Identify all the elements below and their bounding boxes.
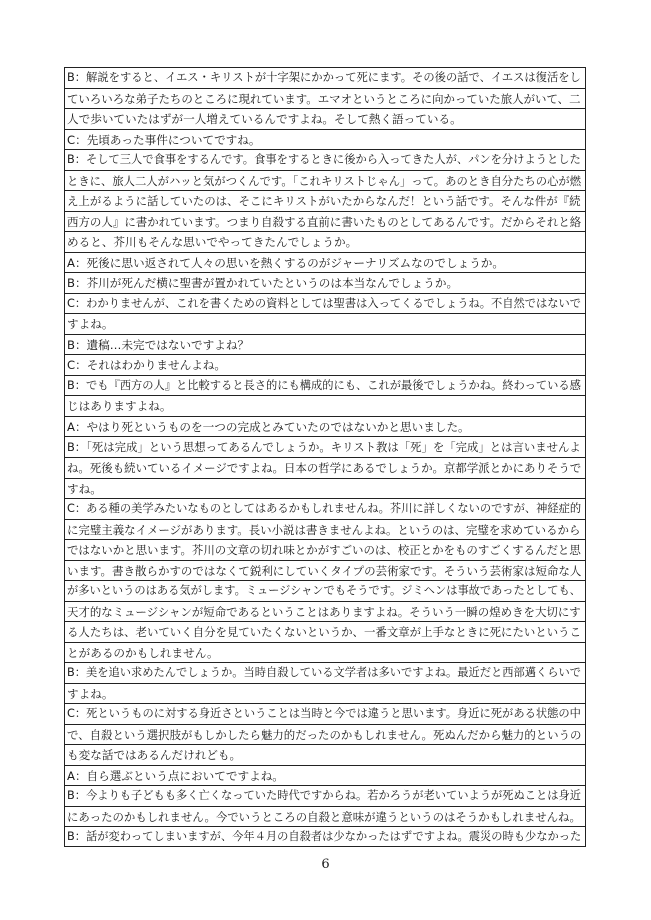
transcript-line: B：そして三人で食事をするんです。食事をするときに後から入ってきた人が、パンを分けようとした bbox=[65, 150, 585, 171]
transcript-line: A：自ら選ぶという点においてですよね。 bbox=[65, 766, 585, 787]
transcript-line: C：ある種の美学みたいなものとしてはあるかもしれませんね。芥川に詳しくないのですが、神経症的 bbox=[65, 499, 585, 520]
transcript-line: B：話が変わってしまいますが、今年４月の自殺者は少なかったはずですよね。震災の時も少なかった bbox=[67, 830, 582, 844]
transcript-line: が多いというのはある気がします。ミュージシャンでもそうです。ジミヘンは事故であったとしても、 bbox=[65, 581, 585, 602]
transcript-line: C：それはわかりませんよね。 bbox=[65, 355, 585, 376]
transcript-line: B：美を追い求めたんでしょうか。当時自殺している文学者は多いですよね。最近だと西部邁くらいで bbox=[65, 663, 585, 684]
transcript-line: え上がるように話していたのは、そこにキリストがいたからなんだ！という話です。そんな件が『続 bbox=[65, 191, 585, 212]
transcript-line: すね。 bbox=[65, 479, 585, 500]
transcript-line: C：先頃あった事件についてですね。 bbox=[65, 130, 585, 151]
transcript-line: B：「死は完成」という思想ってあるんでしょうか。キリスト教は「死」を「完成」とは言いませんよ bbox=[65, 437, 585, 458]
transcript-line: すよね。 bbox=[65, 314, 585, 335]
transcript-line: すよね。 bbox=[65, 684, 585, 705]
transcript-line: C：わかりませんが、これを書くための資料としては聖書は入ってくるでしょうね。不自然ではないで bbox=[65, 294, 585, 315]
transcript-line: ではないかと思います。芥川の文章の切れ味とかがすごいのは、校正とかをものすごくするんだと思 bbox=[65, 540, 585, 561]
transcript-line: にあったのかもしれません。今でいうところの自殺と意味が違うというのはそうかもしれませんね。 bbox=[65, 807, 585, 828]
transcript-line: で、自殺という選択肢がもしかしたら魅力的だったのかもしれません。死ぬんだから魅力的というの bbox=[65, 725, 585, 746]
transcript-line: B：遺稿…未完ではないですよね？ bbox=[65, 335, 585, 356]
transcript-line: ときに、旅人二人がハッと気がつくんです。「これキリストじゃん」って。あのとき自分たちの心が燃 bbox=[65, 171, 585, 192]
transcript-line: めると、芥川もそんな思いでやってきたんでしょうか。 bbox=[65, 232, 585, 253]
transcript-line: B：解説をすると、イエス・キリストが十字架にかかって死にます。その後の話で、イエスは復活をし bbox=[65, 68, 585, 89]
transcript-line: B：芥川が死んだ横に聖書が置かれていたというのは本当なんでしょうか。 bbox=[65, 273, 585, 294]
transcript-line: とがあるのかもしれません。 bbox=[65, 643, 585, 664]
transcript-line: 人で歩いていたはずが一人増えているんですよね。そして熱く語っている。 bbox=[65, 109, 585, 130]
transcript-line: ていろいろな弟子たちのところに現れています。エマオというところに向かっていた旅人がいて、二 bbox=[65, 89, 585, 110]
transcript-line: じはありますよね。 bbox=[65, 396, 585, 417]
transcript-line: に完璧主義なイメージがあります。長い小説は書きませんよね。というのは、完璧を求めているから bbox=[65, 520, 585, 541]
transcript-line: 西方の人』に書かれています。つまり自殺する直前に書いたものとしてあるんです。だからそれと絡 bbox=[65, 212, 585, 233]
transcript-line: います。書き散らかすのではなくて鋭利にしていくタイプの芸術家です。そういう芸術家は短命な人 bbox=[65, 561, 585, 582]
transcript-line: る人たちは、老いていく自分を見ていたくないというか、一番文章が上手なときに死にたいというこ bbox=[65, 622, 585, 643]
transcript-line: ね。死後も続いているイメージですよね。日本の哲学にあるでしょうか。京都学派とかにありそうで bbox=[65, 458, 585, 479]
transcript-line: A：やはり死というものを一つの完成とみていたのではないかと思いました。 bbox=[65, 417, 585, 438]
transcript-frame bbox=[64, 67, 586, 847]
transcript-line: A：死後に思い返されて人々の思いを熱くするのがジャーナリズムなのでしょうか。 bbox=[65, 253, 585, 274]
transcript-line: も変な話ではあるんだけれども。 bbox=[65, 745, 585, 766]
page-number: 6 bbox=[321, 857, 330, 872]
transcript-line: 天才的なミュージシャンが短命であるということはありますよね。そういう一瞬の煌めきを大切にす bbox=[65, 602, 585, 623]
transcript-line: C：死というものに対する身近さということは当時と今では違うと思います。身近に死がある状態の中 bbox=[65, 704, 585, 725]
transcript-line: B：今よりも子どもも多く亡くなっていた時代ですからね。若かろうが老いていようが死ぬことは身近 bbox=[65, 786, 585, 807]
transcript-line: B：でも『西方の人』と比較すると長さ的にも構成的にも、これが最後でしょうかね。終わっている感 bbox=[65, 376, 585, 397]
